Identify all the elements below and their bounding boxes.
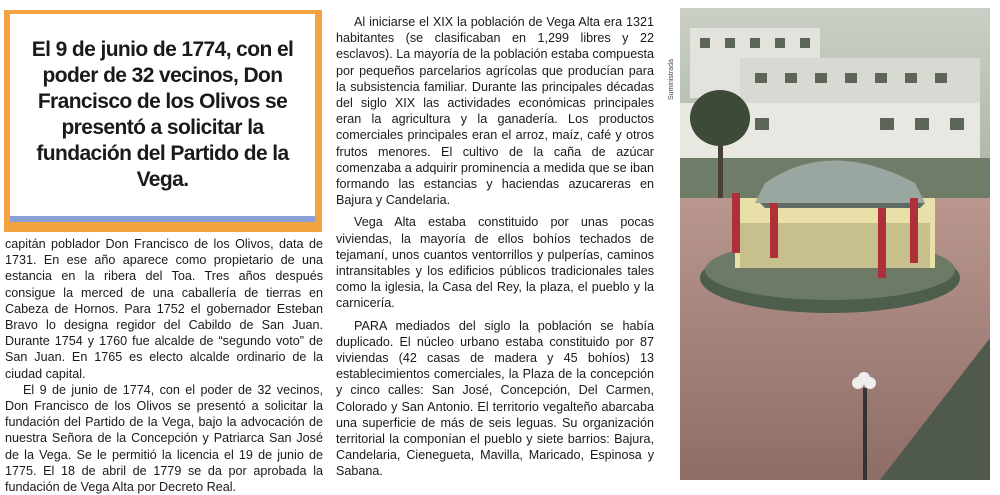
- middle-paragraph-1: Al iniciarse el XIX la población de Vega Alta era 1321 habitantes (se clasificaban en 1,299 libres y 22 esclavos). La mayoría de la población estaba compuesta por pequeños parcelarios agrícolas que producían para la subsistencia familiar. Durante las principales décadas del siglo XIX las actividades económicas principales eran la agricultura y la ganadería. Los productos comerciales principales eran el arroz, maíz, café y otros frutos menores. El cultivo de la caña de azúcar comenzaba a adquirir prominencia a medida que se iban formando las estancias y haciendas azucareras en Bajura y Candelaria.: [336, 15, 654, 208]
- left-column: [5, 236, 323, 495]
- pullquote-box: [10, 14, 315, 222]
- plaza-photo: [680, 8, 990, 480]
- left-paragraph-2: El 9 de junio de 1774, con el poder de 32 vecinos, Don Francisco de los Olivos se presentó a solicitar la fundación del Partido de la Vega, bajo la advocación de nuestra Señora de la Concepción y Patriarca San José de la Vega. Se le permitió la licencia el 19 de junio de 1775. El 18 de abril de 1779 se da por aprobada la fundación de Vega Alta por Decreto Real.: [5, 382, 323, 495]
- left-paragraph-1: capitán poblador Don Francisco de los Olivos, data de 1731. En ese año aparece como propietario de una estancia en la ribera del Toa. Tres años después consigue la merced de una caballería de tierras en Cabeza de Hornos. Para 1752 el gobernador Esteban Bravo lo designa regidor del Cabildo de San Juan. Durante 1754 y 1760 fue alcalde de “segundo voto” de San Juan. En 1765 es electo alcalde ordinario de la ciudad capital.: [5, 237, 323, 381]
- photo-credit-text: Suministrada: [668, 59, 675, 100]
- middle-column: [336, 14, 654, 480]
- middle-paragraph-2: Vega Alta estaba constituido por unas pocas viviendas, la mayoría de ellos bohíos techados de tejamaní, unos cuantos ventorrillos y pulperías, caminos intransitables y los edificios públicos tradicionales tales como la iglesia, la Casa del Rey, la plaza, el pueblo y la carnicería.: [336, 215, 654, 311]
- middle-paragraph-3: PARA mediados del siglo la población se había duplicado. El núcleo urbano estaba constituido por 87 viviendas (42 casas de madera y 45 bohíos) 13 establecimientos comerciales, la Plaza de la concepción y cinco calles: San José, Concepción, Del Carmen, Colorado y San Antonio. El territorio vegalteño abarcaba una superficie de más de seis leguas. Su organización territorial la componían el pueblo y siete barrios: Bajura, Candelaria, Cienegueta, Mavilla, Maricado, Espinosa y Sabana.: [336, 318, 654, 479]
- plaza-illustration: [680, 8, 990, 480]
- pullquote-text: El 9 de junio de 1774, con el poder de 32 vecinos, Don Francisco de los Olivos se presentó a solicitar la fundación del Partido de la Vega.: [31, 38, 294, 191]
- photo-credit: [668, 20, 678, 100]
